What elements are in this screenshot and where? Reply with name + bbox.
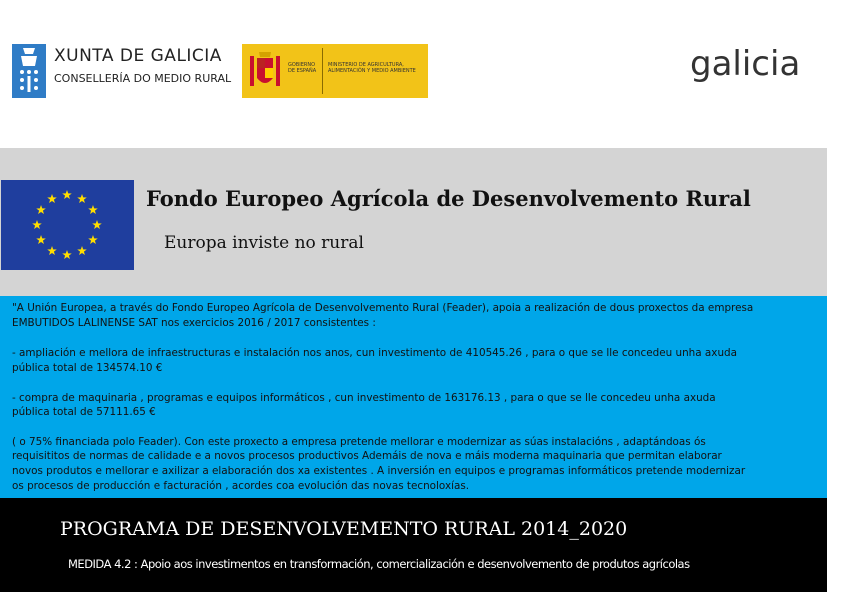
- program-title: PROGRAMA DE DESENVOLVEMENTO RURAL 2014_2020: [60, 518, 628, 540]
- eu-flag-icon: [1, 180, 134, 270]
- intro-line-2: EMBUTIDOS LALINENSE SAT nos exercicios 2016 / 2017 consistentes :: [12, 317, 376, 329]
- item2-line-2: pública total de 57111.65 €: [12, 406, 156, 418]
- item1-line-1: - ampliación e mellora de infraestructuras e instalación nos anos, cun investimento de 410545.26 , para o que se lle concedeu unha axuda: [12, 347, 737, 359]
- xunta-department: CONSELLERÍA DO MEDIO RURAL: [54, 72, 232, 85]
- xunta-name: XUNTA DE GALICIA: [54, 46, 222, 66]
- ministerio-label: MINISTERIO DE AGRICULTURA, ALIMENTACIÓN Y MEDIO AMBIENTE: [328, 62, 416, 74]
- closing-line-4: os procesos de producción e facturación , acordes coa evolución das novas tecnoloxías.: [12, 480, 470, 492]
- intro-line-1: "A Unión Europea, a través do Fondo Europeo Agrícola de Desenvolvemento Rural (Feader), apoia a realización de dous proxectos da empresa: [12, 302, 754, 314]
- fund-subtitle: Europa inviste no rural: [164, 233, 364, 253]
- gobierno-label: GOBIERNO DE ESPAÑA: [288, 62, 317, 74]
- item2-line-1: - compra de maquinaria , programas e equipos informáticos , cun investimento de 163176.13 , para o que se lle concedeu unha axuda: [12, 392, 716, 404]
- gobierno-logo: [242, 44, 428, 98]
- spain-coat-of-arms-icon: [248, 50, 282, 92]
- closing-line-2: requisititos de normas de calidade e a novos procesos productivos Ademáis de nova e máis moderna maquinaria que permitan elaborar: [12, 450, 722, 462]
- galicia-brand-text: galicia: [690, 44, 801, 84]
- item1-line-2: pública total de 134574.10 €: [12, 362, 163, 374]
- measure-text: MEDIDA 4.2 : Apoio aos investimentos en transformación, comercialización e desenvolvemento de produtos agrícolas: [68, 557, 690, 571]
- closing-line-1: ( o 75% financiada polo Feader). Con este proxecto a empresa pretende mellorar e modernizar as súas instalacións , adaptándoas ós: [12, 436, 706, 448]
- xunta-logo: [12, 44, 242, 98]
- logo-divider: [322, 48, 323, 94]
- closing-line-3: novos produtos e mellorar e axilizar a elaboración dos xa existentes . A inversión en equipos e programas informáticos pretende modernizar: [12, 465, 746, 477]
- program-band: [0, 498, 827, 592]
- fund-title: Fondo Europeo Agrícola de Desenvolvemento Rural: [146, 186, 751, 211]
- galicia-arms-icon: [12, 44, 46, 98]
- galicia-brand-logo: [690, 42, 820, 102]
